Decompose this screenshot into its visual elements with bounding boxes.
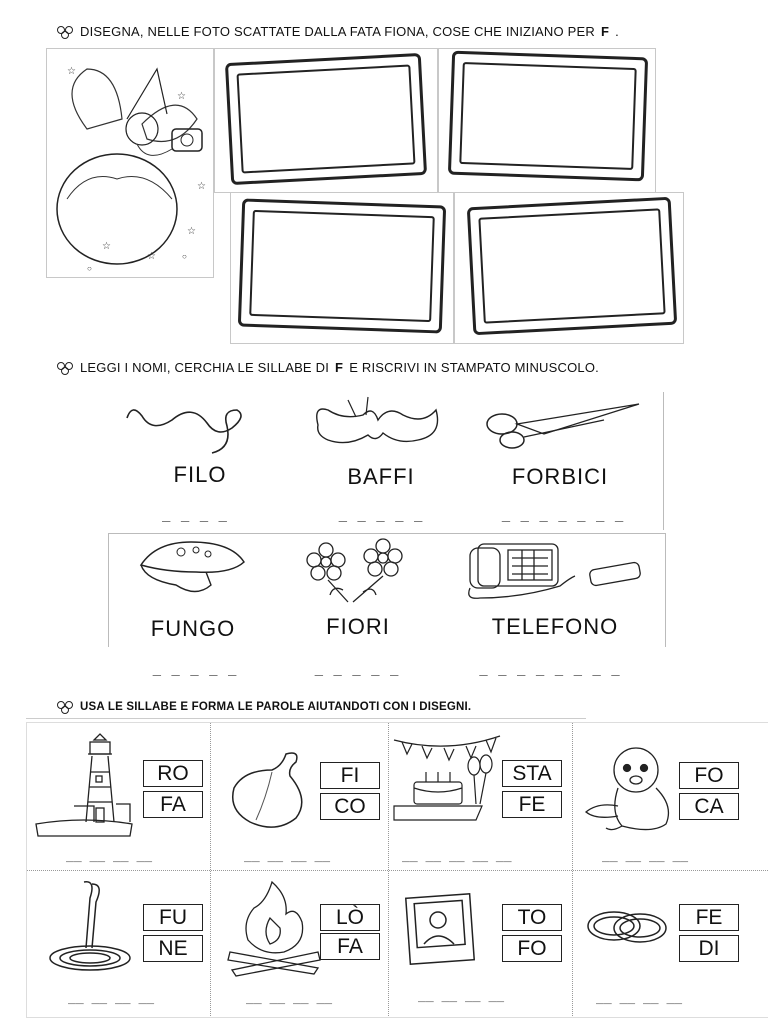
word-blanks-fungo[interactable]: _ _ _ _ _ [152,660,238,676]
svg-text:○: ○ [87,264,92,273]
word-label-telefono: TELEFONO [491,614,619,639]
word-blanks-fiori[interactable]: _ _ _ _ _ [314,660,400,676]
photo-icon [404,892,476,966]
svg-text:☆: ☆ [147,251,156,262]
instruction-draw-text: DISEGNA, NELLE FOTO SCATTATE DALLA FATA FIONA, COSE CHE INIZIANO PER [80,24,595,39]
word-label-fiori: FIORI [326,614,390,639]
rings-icon [584,904,672,948]
photo-frame-3 [238,198,446,333]
answer-line-fune[interactable]: __ __ __ __ [68,990,155,1005]
instruction-read-text-b: E RISCRIVI IN STAMPATO MINUSCOLO. [349,360,599,375]
flower-bullet-icon [56,700,74,714]
svg-text:☆: ☆ [67,66,76,77]
party-cake-icon [392,726,502,826]
syllable-box[interactable]: CO [320,793,380,820]
syllable-box[interactable]: DI [679,935,739,962]
answer-line-faro[interactable]: __ __ __ __ [66,848,153,863]
flower-bullet-icon [56,25,74,39]
svg-text:☆: ☆ [187,226,196,237]
syllable-box[interactable]: STA [502,760,562,787]
svg-text:☆: ☆ [197,181,206,192]
fig-icon [226,748,312,832]
instruction-draw-letter: F [600,24,610,39]
word-label-baffi: BAFFI [347,464,415,489]
section3-top-line [26,718,586,719]
syllable-box[interactable]: FO [679,762,739,789]
instruction-draw-end: . [615,24,619,39]
answer-line-foto[interactable]: __ __ __ __ [418,988,505,1003]
syllable-box[interactable]: RO [143,760,203,787]
answer-line-falo[interactable]: __ __ __ __ [246,990,333,1005]
syllable-box[interactable]: FI [320,762,380,789]
photo-frame-4 [467,197,677,336]
instruction-read [56,360,599,375]
syllable-box[interactable]: NE [143,935,203,962]
instruction-read-text-a: LEGGI I NOMI, CERCHIA LE SILLABE DI [80,360,330,375]
photo-frame-2 [448,51,648,182]
word-blanks-filo[interactable]: _ _ _ _ [161,506,228,522]
instruction-syllables [56,700,471,714]
word-blanks-baffi[interactable]: _ _ _ _ _ [338,506,424,522]
photo-frame-1 [225,53,427,185]
instruction-read-letter: F [335,360,344,375]
svg-text:○: ○ [182,252,187,261]
word-blanks-forbici[interactable]: _ _ _ _ _ _ _ [501,506,625,522]
flower-bullet-icon [56,361,74,375]
moustache-icon [308,395,443,455]
campfire-icon [226,878,322,976]
svg-text:☆: ☆ [177,91,186,102]
syllable-box[interactable]: FO [502,935,562,962]
syllable-box[interactable]: FE [502,791,562,818]
answer-line-festa[interactable]: __ __ __ __ __ [402,848,512,863]
flowers-icon [298,540,413,604]
telephone-icon [460,538,644,604]
rope-icon [46,878,136,978]
seal-icon [582,746,672,832]
syllable-box[interactable]: FA [143,791,203,818]
fairy-icon [47,49,215,279]
lighthouse-icon [34,732,134,840]
word-label-forbici: FORBICI [511,464,609,489]
instruction-syllables-text: USA LE SILLABE E FORMA LE PAROLE AIUTANDOTI CON I DISEGNI. [80,701,472,713]
syllable-box[interactable]: TO [502,904,562,931]
syllable-box[interactable]: CA [679,793,739,820]
fairy-frame [46,48,214,278]
scissors-icon [484,402,644,452]
thread-icon [122,398,272,458]
answer-line-fico[interactable]: __ __ __ __ [244,848,331,863]
word-label-fungo: FUNGO [150,616,236,641]
answer-line-fedi[interactable]: __ __ __ __ [596,990,683,1005]
word-blanks-telefono[interactable]: _ _ _ _ _ _ _ _ [479,660,621,676]
syllable-box[interactable]: FE [679,904,739,931]
syllable-box[interactable]: FA [320,933,380,960]
instruction-draw [56,24,619,39]
answer-line-foca[interactable]: __ __ __ __ [602,848,689,863]
svg-text:☆: ☆ [102,241,111,252]
word-label-filo: FILO [173,462,227,487]
syllable-box[interactable]: LÒ [320,904,380,931]
syllable-box[interactable]: FU [143,904,203,931]
mushroom-icon [136,540,246,600]
